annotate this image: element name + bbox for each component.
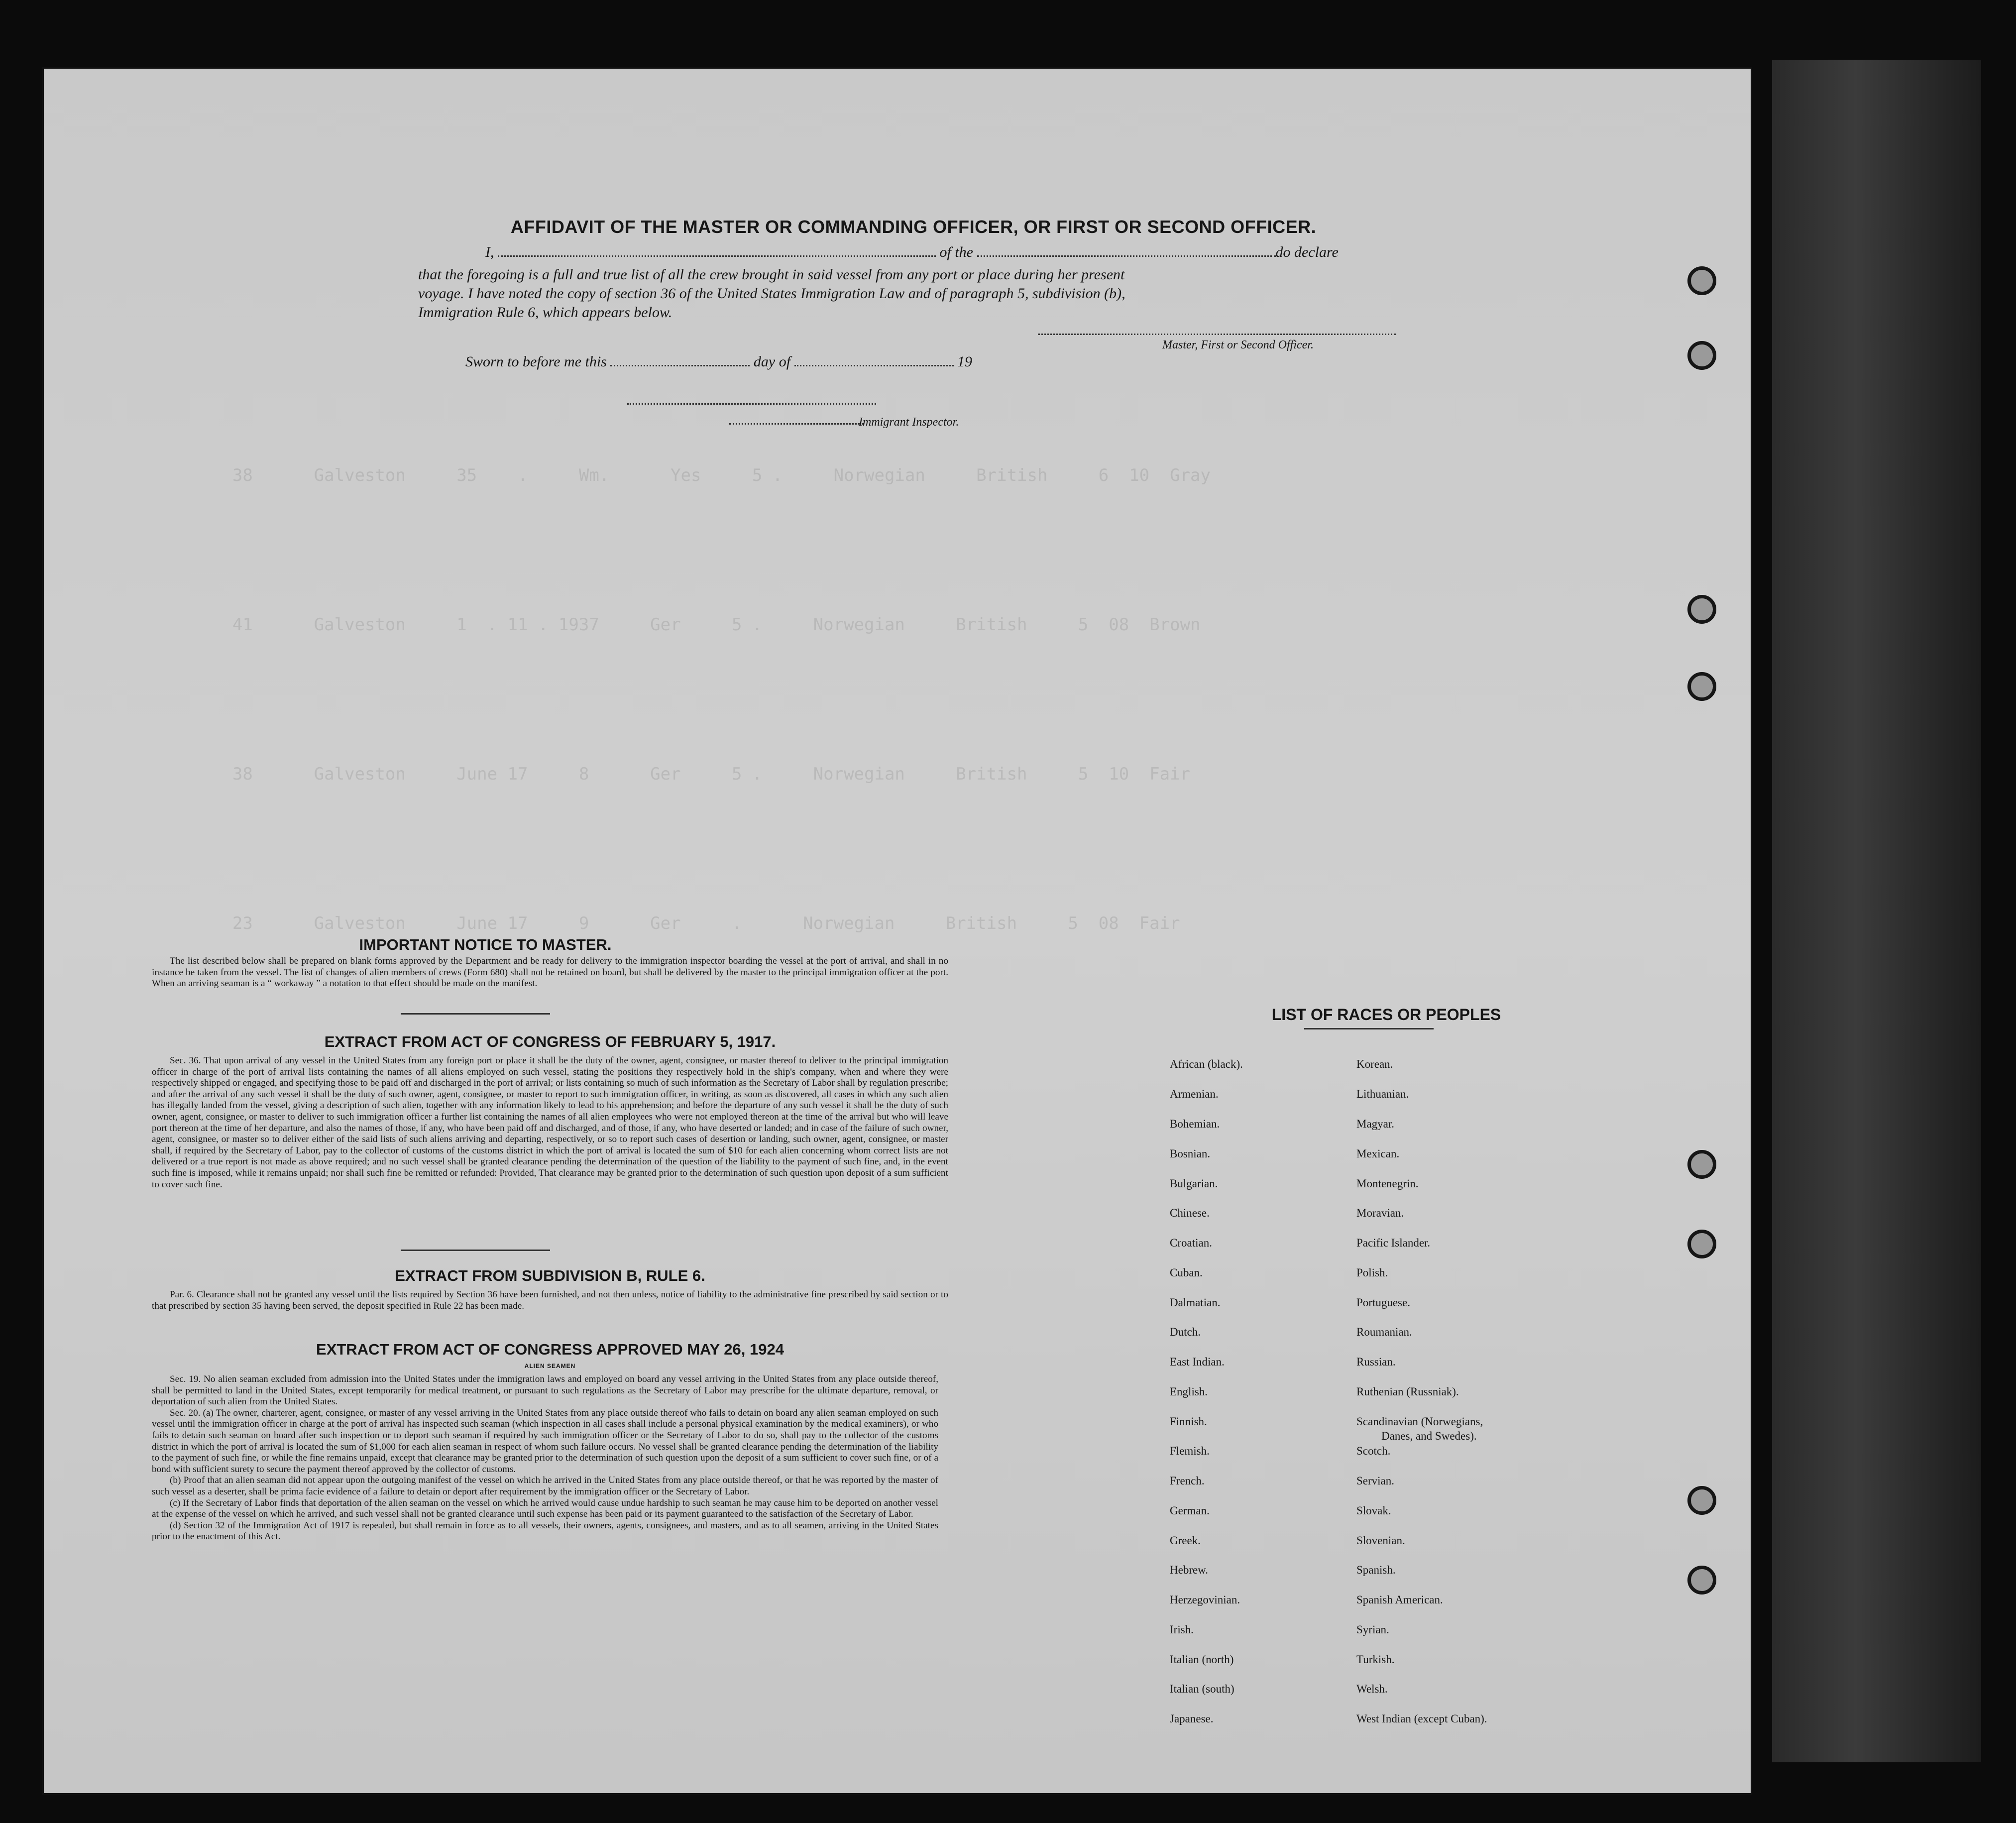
punch-hole [1687, 1566, 1716, 1595]
race-item: Slovak. [1356, 1504, 1391, 1517]
race-item: Portuguese. [1356, 1296, 1410, 1309]
race-item-continuation: Danes, and Swedes). [1381, 1430, 1477, 1442]
affidavit-of-the: of the [939, 244, 973, 260]
notice-paragraph: The list described below shall be prepared on blank forms approved by the Department and be ready for delivery to the immigration inspector boarding the vessel at the port of arrival, and shall in no instance be taken from the vessel. The list of changes of alien members of crews (Form 680) shall not be retained on board, but shall be delivered by the master to the principal immigration officer at the port. When an arriving seaman is a “ workaway ” a notation to that effect should be made on the manifest. [152, 956, 948, 989]
alien-seamen-subtitle: ALIEN SEAMEN [524, 1363, 576, 1369]
race-item: Ruthenian (Russniak). [1356, 1385, 1459, 1398]
race-item: Russian. [1356, 1356, 1396, 1368]
divider [401, 1013, 550, 1015]
race-item: Pacific Islander. [1356, 1237, 1431, 1249]
punch-hole [1687, 595, 1716, 624]
race-item: Flemish. [1170, 1445, 1210, 1457]
master-signature-line[interactable] [1038, 334, 1396, 335]
punch-hole [1687, 266, 1716, 295]
race-item: Dutch. [1170, 1326, 1201, 1338]
race-item: Syrian. [1356, 1623, 1389, 1636]
race-item: French. [1170, 1475, 1205, 1487]
bleed-through-text: 38 Galveston 35 . Wm. Yes 5 . Norwegian British 6 10 Gray [232, 465, 1211, 485]
race-item: Bulgarian. [1170, 1177, 1218, 1190]
race-item: Servian. [1356, 1475, 1395, 1487]
affidavit-line-2: that the foregoing is a full and true list of all the crew brought in said vessel from any port or place during her present [418, 266, 1125, 283]
extract-1924-body [152, 1374, 938, 1543]
divider [401, 1250, 550, 1251]
sec20d-paragraph: (d) Section 32 of the Immigration Act of 1917 is repealed, but shall remain in force as to all vessels, their owners, agents, consignees, and masters, and as to all seamen, arriving in the United States prior to the enactment of this Act. [152, 1520, 938, 1542]
affidavit-line-3: voyage. I have noted the copy of section 36 of the United States Immigration Law and of paragraph 5, subdivision (b), [418, 285, 1125, 302]
race-item: Japanese. [1170, 1712, 1214, 1725]
race-item: Dalmatian. [1170, 1296, 1221, 1309]
race-item: Lithuanian. [1356, 1088, 1409, 1100]
race-item: Scotch. [1356, 1445, 1391, 1457]
punch-hole [1687, 341, 1716, 370]
race-item: Polish. [1356, 1266, 1388, 1279]
race-item: West Indian (except Cuban). [1356, 1712, 1487, 1725]
bleed-through-text: 38 Galveston June 17 8 Ger 5 . Norwegian British 5 10 Fair [232, 764, 1191, 784]
month-blank[interactable] [794, 365, 954, 366]
bleed-through-text: 41 Galveston 1 . 11 . 1937 Ger 5 . Norwegian British 5 08 Brown [232, 615, 1201, 635]
affidavit-title: AFFIDAVIT OF THE MASTER OR COMMANDING OFFICER, OR FIRST OR SECOND OFFICER. [510, 217, 1317, 237]
document-page [42, 67, 1752, 1795]
race-item: Spanish American. [1356, 1594, 1443, 1606]
affidavit-line-4: Immigration Rule 6, which appears below. [418, 304, 672, 321]
punch-hole [1687, 1150, 1716, 1179]
race-item: Italian (south) [1170, 1683, 1234, 1695]
bleed-through-text: 23 Galveston June 17 9 Ger . Norwegian British 5 08 Fair [232, 913, 1180, 933]
race-item: Slovenian. [1356, 1534, 1405, 1547]
inspector-signature-line[interactable] [627, 403, 876, 405]
race-item: Finnish. [1170, 1415, 1207, 1428]
sec20a-paragraph: Sec. 20. (a) The owner, charterer, agent, consignee, or master of any vessel arriving in the United States from any place outside thereof who fails to detain on board any alien seaman employed on such vessel until the immigration officer in charge at the port of arrival has inspected such seaman (which inspection in all cases shall include a personal physical examination by the medical examiners), or who fails to detain such seaman on board after such inspection or to deport such seaman if required by such immigration officer or the Secretary of Labor to do so, shall pay to the collector of the customs district in which the port of arrival is located the sum of $1,000 for each alien seaman in respect of whom such failure occurs. No vessel shall be granted clearance pending the determination of the liability to the payment of such fine, or while the fine remains unpaid, except that clearance may be granted prior to the determination of such question upon the deposit of a sum sufficient to cover such fine, or of a bond with sufficient surety to secure the payment thereof approved by the collector of customs. [152, 1407, 938, 1475]
inspector-caption: Immigrant Inspector. [859, 416, 959, 429]
race-item: Magyar. [1356, 1118, 1395, 1130]
race-item: Bohemian. [1170, 1118, 1220, 1130]
rule6-title: EXTRACT FROM SUBDIVISION B, RULE 6. [395, 1267, 705, 1284]
race-item: German. [1170, 1504, 1210, 1517]
race-item: Scandinavian (Norwegians, [1356, 1415, 1483, 1428]
race-item: Montenegrin. [1356, 1177, 1419, 1190]
race-item: Chinese. [1170, 1207, 1210, 1219]
inspector-signature-line-2[interactable] [729, 423, 864, 425]
race-item: Irish. [1170, 1623, 1194, 1636]
affidavit-declaration-line [485, 244, 1339, 261]
race-item: Croatian. [1170, 1237, 1212, 1249]
race-item: Bosnian. [1170, 1147, 1211, 1160]
race-item: Italian (north) [1170, 1653, 1234, 1666]
day-of-text: day of [753, 353, 791, 370]
divider [1304, 1028, 1434, 1029]
race-item: Mexican. [1356, 1147, 1400, 1160]
notice-title: IMPORTANT NOTICE TO MASTER. [359, 936, 612, 953]
race-item: Herzegovinian. [1170, 1594, 1240, 1606]
sec20c-paragraph: (c) If the Secretary of Labor finds that deportation of the alien seaman on the vessel on which he arrived would cause undue hardship to such seaman he may cause him to be deported on another vessel at the expense of the vessel on which he arrived, and such vessel shall not be granted clearance until such expense has been paid or its payment guaranteed to the satisfaction of the Secretary of Labor. [152, 1497, 938, 1520]
race-item: Welsh. [1356, 1683, 1388, 1695]
page-edge-shadow [1772, 60, 1981, 1762]
extract-1924-title: EXTRACT FROM ACT OF CONGRESS APPROVED MAY 26, 1924 [316, 1341, 784, 1358]
extract-1917-title: EXTRACT FROM ACT OF CONGRESS OF FEBRUARY 5, 1917. [324, 1033, 776, 1050]
sworn-line [465, 353, 972, 370]
race-item: Spanish. [1356, 1564, 1396, 1576]
name-blank[interactable] [498, 255, 936, 257]
notice-body [152, 956, 948, 990]
extract-1917-body [152, 1055, 948, 1190]
punch-hole [1687, 672, 1716, 701]
race-item: Korean. [1356, 1058, 1393, 1070]
master-signature-caption: Master, First or Second Officer. [1162, 339, 1314, 351]
race-item: Armenian. [1170, 1088, 1219, 1100]
punch-hole [1687, 1486, 1716, 1515]
year-prefix: 19 [957, 353, 973, 370]
sworn-text: Sworn to before me this [465, 353, 607, 370]
races-title: LIST OF RACES OR PEOPLES [1271, 1006, 1501, 1024]
affidavit-do-declare: do declare [1275, 244, 1339, 260]
race-item: Hebrew. [1170, 1564, 1209, 1576]
affidavit-i: I, [485, 244, 494, 260]
race-item: African (black). [1170, 1058, 1243, 1070]
sec19-paragraph: Sec. 19. No alien seaman excluded from admission into the United States under the immigration laws and employed on board any vessel arriving in the United States from any place outside thereof, shall be permitted to land in the United States, except temporarily for medical treatment, or pursuant to such regulations as the Secretary of Labor may prescribe for the ultimate departure, removal, or deportation of such alien from the United States. [152, 1374, 938, 1407]
race-item: East Indian. [1170, 1356, 1225, 1368]
race-item: English. [1170, 1385, 1208, 1398]
race-item: Cuban. [1170, 1266, 1203, 1279]
race-item: Roumanian. [1356, 1326, 1412, 1338]
sec36-paragraph: Sec. 36. That upon arrival of any vessel in the United States from any foreign port or place it shall be the duty of the owner, agent, consignee, or master thereof to deliver to the principal immigration officer in charge of the port of arrival lists containing the names of all aliens employed on such vessel, stating the positions they respectively hold in the ship's company, when and where they were respectively shipped or engaged, and specifying those to be paid off and discharged in the port of arrival; or lists containing so much of such information as the Secretary of Labor shall by regulation prescribe; and after the arrival of any such vessel it shall be the duty of such owner, agent, consignee, or master to report to such immigration officer, in writing, as soon as discovered, all cases in which any such alien has illegally landed from the vessel, giving a description of such alien, together with any information likely to lead to his apprehension; and before the departure of any such vessel it shall be the duty of such owner, agent, consignee, or master to deliver to such immigration officer a further list containing the names of all alien employees who were not employed thereon at the time of the arrival but who will leave port thereon at the time of her departure, and also the names of those, if any, who have been paid off and discharged, and of those, if any, who have deserted or landed; and in case of the failure of such owner, agent, consignee, or master so to deliver either of the said lists of such aliens arriving and departing, respectively, or so to report such cases of desertion or landing, such owner, agent, consignee, or master shall, if required by the Secretary of Labor, pay to the collector of customs of the customs district in which the port of arrival is located the sum of $10 for each alien concerning whom correct lists are not delivered or a true report is not made as above required; and no such vessel shall be granted clearance pending the determination of the question of the liability to the payment of such fine, and, in the event such fine is imposed, while it remains unpaid; nor shall such fine be remitted or refunded: Provided, That clearance may be granted prior to the determination of such question upon deposit of a sum sufficient to cover such fine. [152, 1055, 948, 1190]
sec20b-paragraph: (b) Proof that an alien seaman did not appear upon the outgoing manifest of the vessel on which he arrived in the United States from any place outside thereof, or that he was reported by the master of such vessel as a deserter, shall be prima facie evidence of a failure to detain or deport after requirement by the immigration officer or the Secretary of Labor. [152, 1475, 938, 1497]
rule6-body [152, 1289, 948, 1312]
vessel-blank[interactable] [977, 255, 1276, 257]
day-blank[interactable] [610, 365, 750, 366]
race-item: Greek. [1170, 1534, 1201, 1547]
rule6-paragraph: Par. 6. Clearance shall not be granted any vessel until the lists required by Section 36 have been furnished, and not then unless, notice of liability to the administrative fine prescribed by said section or to that prescribed by section 35 having been served, the deposit specified in Rule 22 has been made. [152, 1289, 948, 1311]
race-item: Turkish. [1356, 1653, 1395, 1666]
punch-hole [1687, 1230, 1716, 1258]
race-item: Moravian. [1356, 1207, 1404, 1219]
